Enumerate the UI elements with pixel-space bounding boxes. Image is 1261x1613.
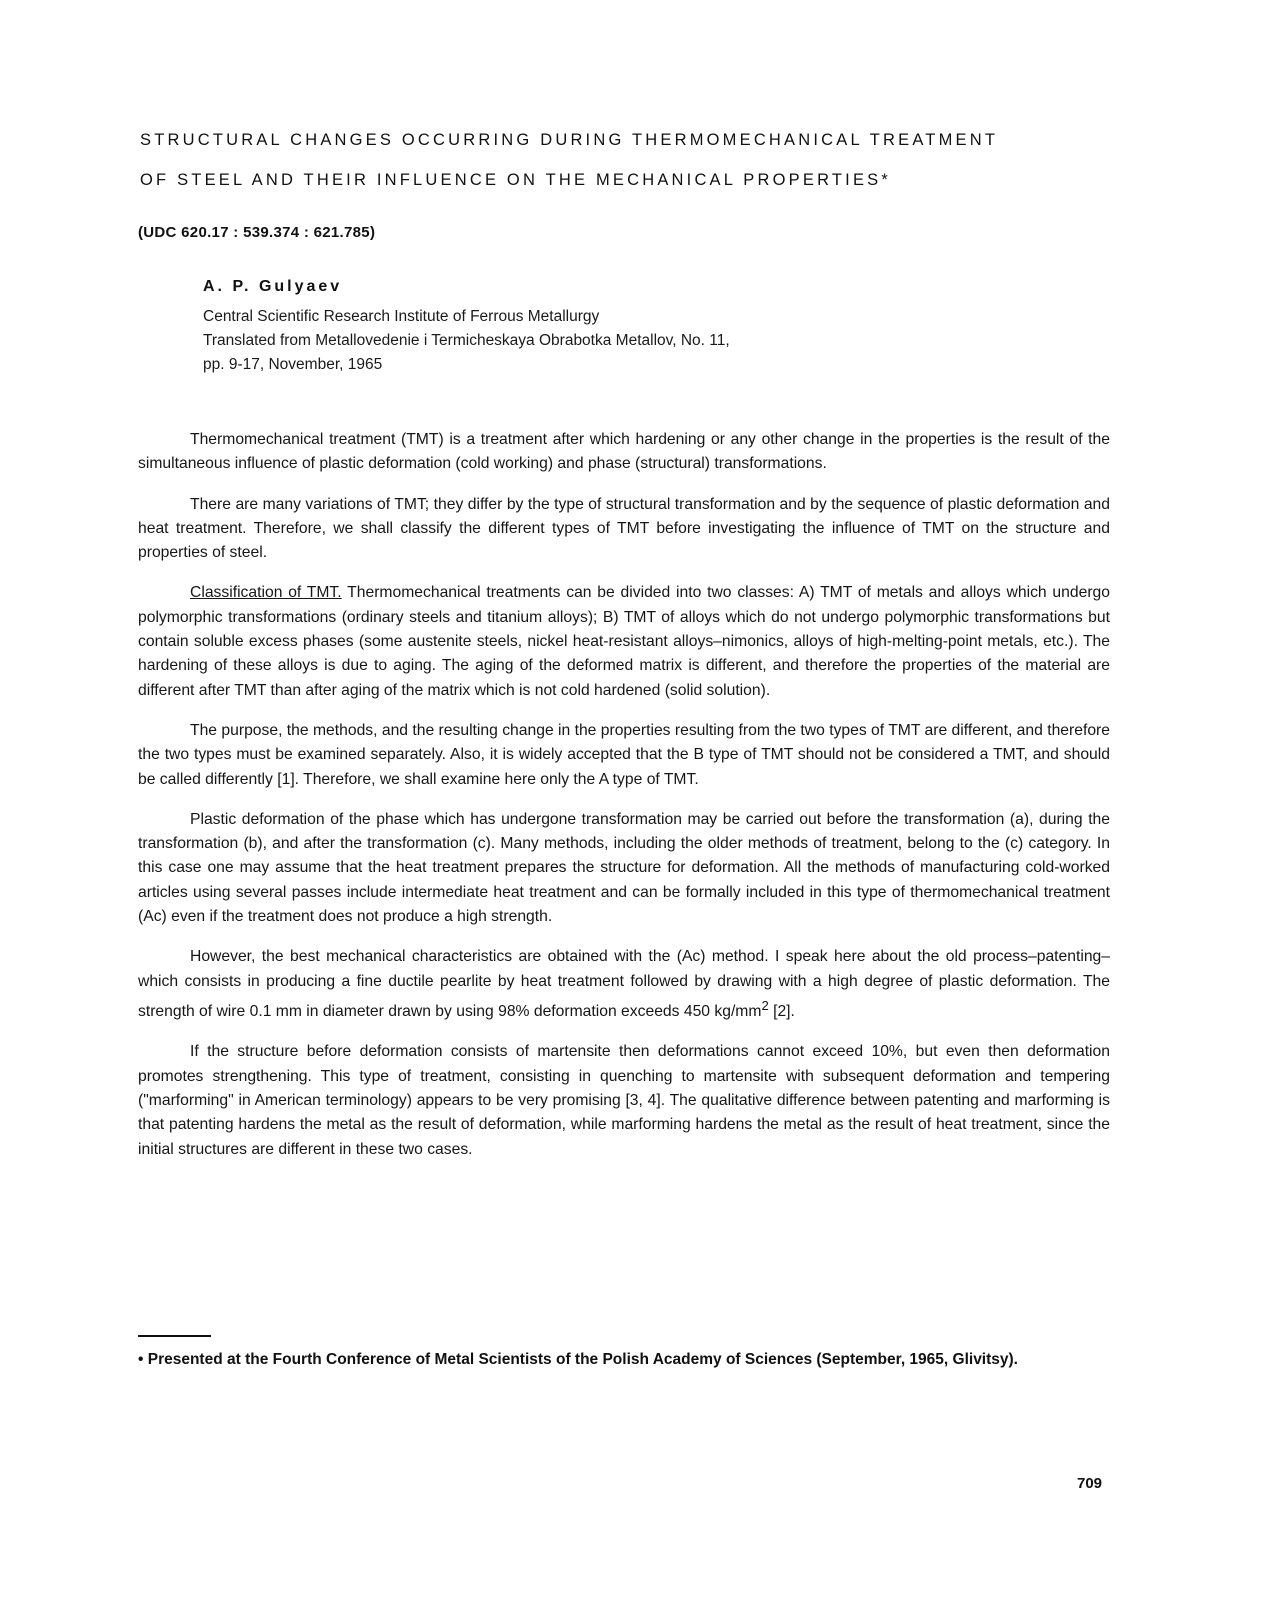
section-heading-classification: Classification of TMT. <box>190 584 342 602</box>
udc-classification: (UDC 620.17 : 539.374 : 621.785) <box>138 224 376 241</box>
author-name: A. P. Gulyaev <box>203 278 343 295</box>
affiliation-line-1: Central Scientific Research Institute of Ferrous Metallurgy <box>203 308 600 325</box>
paragraph-3 <box>138 581 1110 702</box>
paragraph-5: Plastic deformation of the phase which has undergone transformation may be carried out before the transformation (a), during the transformation (b), and after the transformation (c). Many methods, including the older methods of treatment, belong to the (c) category. In this case one may assume that the heat treatment prepares the structure for deformation. All the methods of manufacturing cold-worked articles using several passes include intermediate heat treatment and can be formally included in this type of thermomechanical treatment (Ac) even if the treatment does not produce a high strength. <box>138 810 1110 926</box>
affiliation-line-2: Translated from Metallovedenie i Termicheskaya Obrabotka Metallov, No. 11, <box>203 332 730 349</box>
page-number: 709 <box>1077 1475 1103 1492</box>
paragraph-1: Thermomechanical treatment (TMT) is a treatment after which hardening or any other change in the properties is the result of the simultaneous influence of plastic deformation (cold working) and phase (structural) transformations. <box>138 431 1110 473</box>
paragraph-3-text: Thermomechanical treatments can be divided into two classes: A) TMT of metals and alloys which undergo polymorphic transformations (ordinary steels and titanium alloys); B) TMT of alloys which do not undergo polymorphic transformations but contain soluble excess phases (some austenite steels, nickel heat-resistant alloys–nimonics, alloys of high-melting-point metals, etc.). The hardening of these alloys is due to aging. The aging of the deformed matrix is different, and therefore the properties of the material are different after TMT than after aging of the matrix which is not cold hardened (solid solution). <box>138 584 1110 699</box>
article-body <box>138 428 1110 1178</box>
paragraph-7: If the structure before deformation consists of martensite then deformations cannot exceed 10%, but even then deformation promotes strengthening. This type of treatment, consisting in quenching to martensite with subsequent deformation and tempering ("marforming" in American terminology) appears to be very promising [3, 4]. The qualitative difference between patenting and marforming is that patenting hardens the metal as the result of deformation, while marforming hardens the metal as the result of heat treatment, since the initial structures are different in these two cases. <box>138 1043 1110 1158</box>
paragraph-4: The purpose, the methods, and the resulting change in the properties resulting from the two types of TMT are different, and therefore the two types must be examined separately. Also, it is widely accepted that the B type of TMT should not be considered a TMT, and should be called differently [1]. Therefore, we shall examine here only the A type of TMT. <box>138 721 1110 788</box>
paragraph-6 <box>138 945 1110 1024</box>
footnote: • Presented at the Fourth Conference of Metal Scientists of the Polish Academy of Sciences (September, 1965, Glivitsy). <box>138 1351 1018 1368</box>
paragraph-6-text: However, the best mechanical characteristics are obtained with the (Ac) method. I speak here about the old process–patenting–which consists in producing a fine ductile pearlite by heat treatment followed by drawing with a high degree of plastic deformation. The strength of wire 0.1 mm in diameter drawn by using 98% deformation exceeds 450 kg/mm <box>138 948 1110 1021</box>
title-line-1: STRUCTURAL CHANGES OCCURRING DURING THERMOMECHANICAL TREATMENT <box>140 131 999 149</box>
paragraph-6-ref: [2]. <box>768 1003 795 1021</box>
footnote-divider <box>138 1335 211 1337</box>
paragraph-2: There are many variations of TMT; they differ by the type of structural transformation and by the sequence of plastic deformation and heat treatment. Therefore, we shall classify the different types of TMT before investigating the influence of TMT on the structure and properties of steel. <box>138 495 1110 562</box>
affiliation-line-3: pp. 9-17, November, 1965 <box>203 356 383 373</box>
title-line-2: OF STEEL AND THEIR INFLUENCE ON THE MECHANICAL PROPERTIES* <box>140 171 891 189</box>
superscript-2: 2 <box>761 997 769 1013</box>
